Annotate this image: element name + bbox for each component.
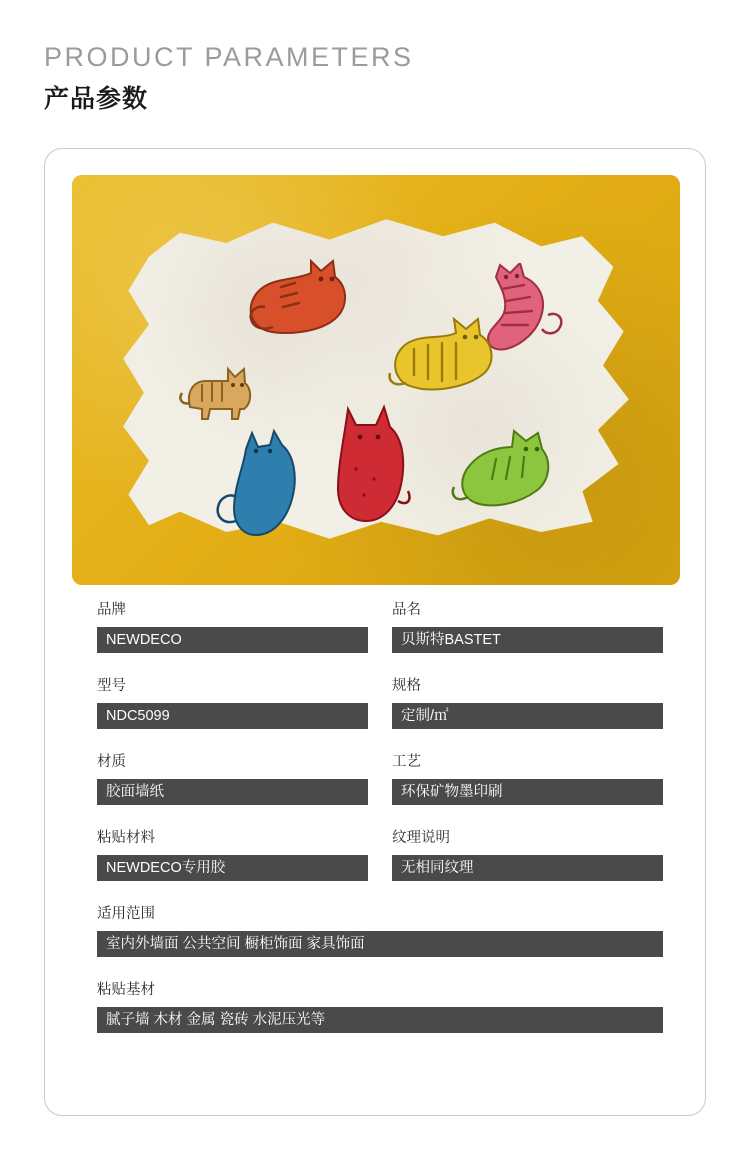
param-brand [97, 601, 368, 653]
param-value: NEWDECO专用胶 [97, 855, 368, 881]
param-material [97, 753, 368, 805]
cats-illustration [72, 175, 680, 585]
parameter-list [97, 601, 663, 1057]
param-value: 腻子墙 木材 金属 瓷砖 水泥压光等 [97, 1007, 663, 1033]
page-header [44, 40, 704, 116]
param-product-name [392, 601, 663, 653]
tan-tabby-cat-icon [176, 355, 258, 425]
param-row [97, 905, 663, 957]
param-row [97, 753, 663, 805]
param-value: 环保矿物墨印刷 [392, 779, 663, 805]
param-value: 室内外墙面 公共空间 橱柜饰面 家具饰面 [97, 931, 663, 957]
param-value: 贝斯特BASTET [392, 627, 663, 653]
param-row [97, 677, 663, 729]
param-adhesive [97, 829, 368, 881]
param-specification [392, 677, 663, 729]
yellow-cat-icon [378, 313, 504, 403]
param-application-scope [97, 905, 663, 957]
param-label: 粘贴材料 [97, 830, 155, 846]
param-row [97, 829, 663, 881]
param-row [97, 601, 663, 653]
param-label: 品牌 [97, 602, 126, 618]
param-substrate [97, 981, 663, 1033]
param-label: 适用范围 [97, 906, 155, 922]
product-card [44, 148, 706, 1116]
page-title-cn: 产品参数 [44, 85, 149, 113]
param-value: NDC5099 [97, 703, 368, 729]
param-label: 品名 [392, 602, 421, 618]
param-value: 定制/㎡ [392, 703, 663, 729]
param-label: 纹理说明 [392, 830, 450, 846]
param-label: 材质 [97, 754, 126, 770]
page-title-en: PRODUCT PARAMETERS [44, 42, 414, 72]
green-cat-icon [446, 423, 558, 515]
param-model [97, 677, 368, 729]
param-value: NEWDECO [97, 627, 368, 653]
red-cat-icon [320, 403, 418, 529]
orange-cat-icon [237, 253, 357, 345]
param-label: 工艺 [392, 754, 421, 770]
blue-cat-icon [212, 425, 308, 547]
param-value: 胶面墙纸 [97, 779, 368, 805]
param-craft [392, 753, 663, 805]
param-value: 无相同纹理 [392, 855, 663, 881]
param-texture-note [392, 829, 663, 881]
param-label: 型号 [97, 678, 126, 694]
param-label: 粘贴基材 [97, 982, 155, 998]
param-label: 规格 [392, 678, 421, 694]
param-row [97, 981, 663, 1033]
